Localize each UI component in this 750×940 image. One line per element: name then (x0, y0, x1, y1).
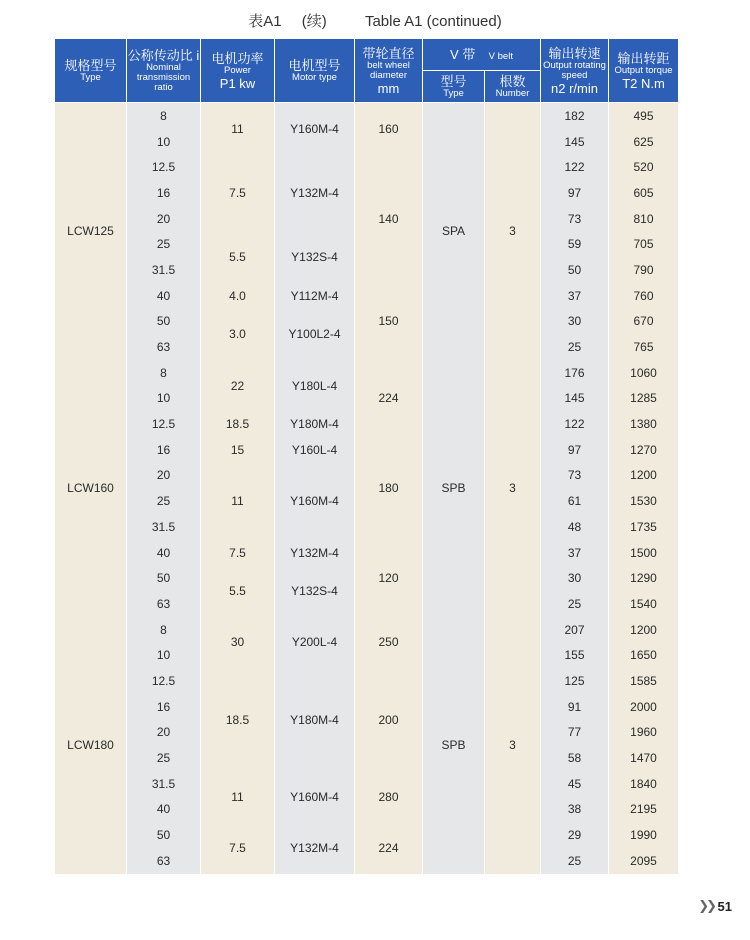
table-row (55, 103, 679, 129)
power-cell: 5.5 (201, 231, 275, 282)
table-header (55, 39, 679, 103)
torque-cell: 495 (609, 103, 679, 129)
motor-cell: Y132M-4 (275, 154, 355, 231)
torque-cell: 1500 (609, 540, 679, 566)
motor-cell: Y160L-4 (275, 437, 355, 463)
wheel-cell: 160 (355, 103, 423, 155)
speed-cell: 38 (541, 797, 609, 823)
torque-cell: 1285 (609, 386, 679, 412)
motor-cell: Y160M-4 (275, 463, 355, 540)
torque-cell: 1380 (609, 411, 679, 437)
torque-cell: 810 (609, 206, 679, 232)
wheel-cell: 280 (355, 771, 423, 822)
power-cell: 18.5 (201, 411, 275, 437)
motor-cell: Y180M-4 (275, 668, 355, 771)
vbelt-type-cell: SPB (423, 617, 485, 874)
header-vbelt-number: 根数 Number (485, 71, 541, 103)
power-cell: 15 (201, 437, 275, 463)
ratio-cell: 25 (127, 231, 201, 257)
table-row (55, 617, 679, 643)
ratio-cell: 50 (127, 309, 201, 335)
table-caption (0, 10, 750, 31)
ratio-cell: 25 (127, 488, 201, 514)
motor-cell: Y160M-4 (275, 771, 355, 822)
header-power: 电机功率 Power P1 kw (201, 39, 275, 103)
speed-cell: 61 (541, 488, 609, 514)
torque-cell: 1530 (609, 488, 679, 514)
motor-cell: Y132S-4 (275, 565, 355, 616)
speed-cell: 45 (541, 771, 609, 797)
table-row (55, 283, 679, 309)
ratio-cell: 10 (127, 129, 201, 155)
caption-cn: 表A1 (248, 13, 282, 30)
wheel-cell: 224 (355, 360, 423, 437)
torque-cell: 1840 (609, 771, 679, 797)
motor-cell: Y160M-4 (275, 103, 355, 155)
ratio-cell: 16 (127, 180, 201, 206)
header-ratio: 公称传动比 i Nominal transmission ratio (127, 39, 201, 103)
speed-cell: 25 (541, 334, 609, 360)
speed-cell: 25 (541, 848, 609, 874)
ratio-cell: 20 (127, 206, 201, 232)
speed-cell: 182 (541, 103, 609, 129)
speed-cell: 37 (541, 283, 609, 309)
speed-cell: 50 (541, 257, 609, 283)
power-cell: 22 (201, 360, 275, 411)
ratio-cell: 40 (127, 283, 201, 309)
torque-cell: 1200 (609, 617, 679, 643)
speed-cell: 91 (541, 694, 609, 720)
speed-cell: 176 (541, 360, 609, 386)
ratio-cell: 8 (127, 103, 201, 129)
ratio-cell: 12.5 (127, 668, 201, 694)
speed-cell: 145 (541, 386, 609, 412)
vbelt-number-cell: 3 (485, 103, 541, 360)
torque-cell: 605 (609, 180, 679, 206)
torque-cell: 2095 (609, 848, 679, 874)
ratio-cell: 8 (127, 617, 201, 643)
power-cell: 3.0 (201, 309, 275, 360)
power-cell: 18.5 (201, 668, 275, 771)
motor-cell: Y132M-4 (275, 822, 355, 873)
ratio-cell: 16 (127, 694, 201, 720)
power-cell: 4.0 (201, 283, 275, 309)
wheel-cell: 150 (355, 283, 423, 360)
ratio-cell: 31.5 (127, 514, 201, 540)
torque-cell: 760 (609, 283, 679, 309)
wheel-cell: 224 (355, 822, 423, 873)
torque-cell: 790 (609, 257, 679, 283)
torque-cell: 1960 (609, 720, 679, 746)
ratio-cell: 50 (127, 565, 201, 591)
header-motor: 电机型号 Motor type (275, 39, 355, 103)
torque-cell: 2000 (609, 694, 679, 720)
table-row (55, 668, 679, 694)
torque-cell: 1735 (609, 514, 679, 540)
motor-cell: Y112M-4 (275, 283, 355, 309)
header-torque: 输出转距 Output torque T2 N.m (609, 39, 679, 103)
speed-cell: 73 (541, 206, 609, 232)
type-cell: LCW180 (55, 617, 127, 874)
power-cell: 7.5 (201, 154, 275, 231)
ratio-cell: 40 (127, 797, 201, 823)
header-speed: 输出转速 Output rotating speed n2 r/min (541, 39, 609, 103)
wheel-cell: 140 (355, 154, 423, 282)
ratio-cell: 63 (127, 591, 201, 617)
table-row (55, 771, 679, 797)
ratio-cell: 12.5 (127, 411, 201, 437)
torque-cell: 520 (609, 154, 679, 180)
ratio-cell: 25 (127, 745, 201, 771)
ratio-cell: 63 (127, 848, 201, 874)
ratio-cell: 31.5 (127, 771, 201, 797)
table-row (55, 154, 679, 180)
vbelt-number-cell: 3 (485, 617, 541, 874)
torque-cell: 1290 (609, 565, 679, 591)
speed-cell: 122 (541, 411, 609, 437)
speed-cell: 155 (541, 642, 609, 668)
speed-cell: 122 (541, 154, 609, 180)
power-cell: 11 (201, 771, 275, 822)
speed-cell: 58 (541, 745, 609, 771)
vbelt-type-cell: SPA (423, 103, 485, 360)
ratio-cell: 50 (127, 822, 201, 848)
wheel-cell: 180 (355, 437, 423, 540)
speed-cell: 25 (541, 591, 609, 617)
table-body (55, 103, 679, 874)
ratio-cell: 16 (127, 437, 201, 463)
caption-en: Table A1 (continued) (364, 13, 502, 30)
speed-cell: 29 (541, 822, 609, 848)
torque-cell: 1270 (609, 437, 679, 463)
vbelt-number-cell: 3 (485, 360, 541, 617)
speed-cell: 125 (541, 668, 609, 694)
speed-cell: 30 (541, 309, 609, 335)
power-cell: 5.5 (201, 565, 275, 616)
torque-cell: 1200 (609, 463, 679, 489)
table-row (55, 437, 679, 463)
table-row (55, 540, 679, 566)
motor-cell: Y200L-4 (275, 617, 355, 668)
wheel-cell: 120 (355, 540, 423, 617)
torque-cell: 1540 (609, 591, 679, 617)
wheel-cell: 250 (355, 617, 423, 668)
torque-cell: 625 (609, 129, 679, 155)
power-cell: 11 (201, 463, 275, 540)
torque-cell: 1990 (609, 822, 679, 848)
spec-table (54, 38, 679, 874)
caption-cn-continued: (续) (301, 13, 327, 30)
ratio-cell: 40 (127, 540, 201, 566)
torque-cell: 705 (609, 231, 679, 257)
header-vbelt-type: 型号 Type (423, 71, 485, 103)
torque-cell: 2195 (609, 797, 679, 823)
speed-cell: 77 (541, 720, 609, 746)
power-cell: 11 (201, 103, 275, 155)
table-row (55, 360, 679, 386)
header-wheel: 带轮直径 belt wheel diameter mm (355, 39, 423, 103)
vbelt-type-cell: SPB (423, 360, 485, 617)
power-cell: 7.5 (201, 822, 275, 873)
torque-cell: 1470 (609, 745, 679, 771)
ratio-cell: 63 (127, 334, 201, 360)
speed-cell: 145 (541, 129, 609, 155)
speed-cell: 207 (541, 617, 609, 643)
table-row (55, 822, 679, 848)
speed-cell: 30 (541, 565, 609, 591)
ratio-cell: 10 (127, 642, 201, 668)
header-vbelt: V 带 V belt (423, 39, 541, 71)
power-cell: 30 (201, 617, 275, 668)
chevron-right-icon: ❯❯ (698, 898, 714, 913)
speed-cell: 97 (541, 180, 609, 206)
speed-cell: 48 (541, 514, 609, 540)
torque-cell: 765 (609, 334, 679, 360)
speed-cell: 59 (541, 231, 609, 257)
header-type: 规格型号 Type (55, 39, 127, 103)
speed-cell: 97 (541, 437, 609, 463)
motor-cell: Y180M-4 (275, 411, 355, 437)
wheel-cell: 200 (355, 668, 423, 771)
torque-cell: 1650 (609, 642, 679, 668)
ratio-cell: 8 (127, 360, 201, 386)
motor-cell: Y132S-4 (275, 231, 355, 282)
torque-cell: 1060 (609, 360, 679, 386)
torque-cell: 1585 (609, 668, 679, 694)
speed-cell: 73 (541, 463, 609, 489)
ratio-cell: 12.5 (127, 154, 201, 180)
power-cell: 7.5 (201, 540, 275, 566)
motor-cell: Y100L2-4 (275, 309, 355, 360)
torque-cell: 670 (609, 309, 679, 335)
ratio-cell: 10 (127, 386, 201, 412)
ratio-cell: 20 (127, 720, 201, 746)
type-cell: LCW125 (55, 103, 127, 360)
page-number: 51 (717, 899, 732, 914)
ratio-cell: 20 (127, 463, 201, 489)
ratio-cell: 31.5 (127, 257, 201, 283)
motor-cell: Y132M-4 (275, 540, 355, 566)
speed-cell: 37 (541, 540, 609, 566)
type-cell: LCW160 (55, 360, 127, 617)
motor-cell: Y180L-4 (275, 360, 355, 411)
